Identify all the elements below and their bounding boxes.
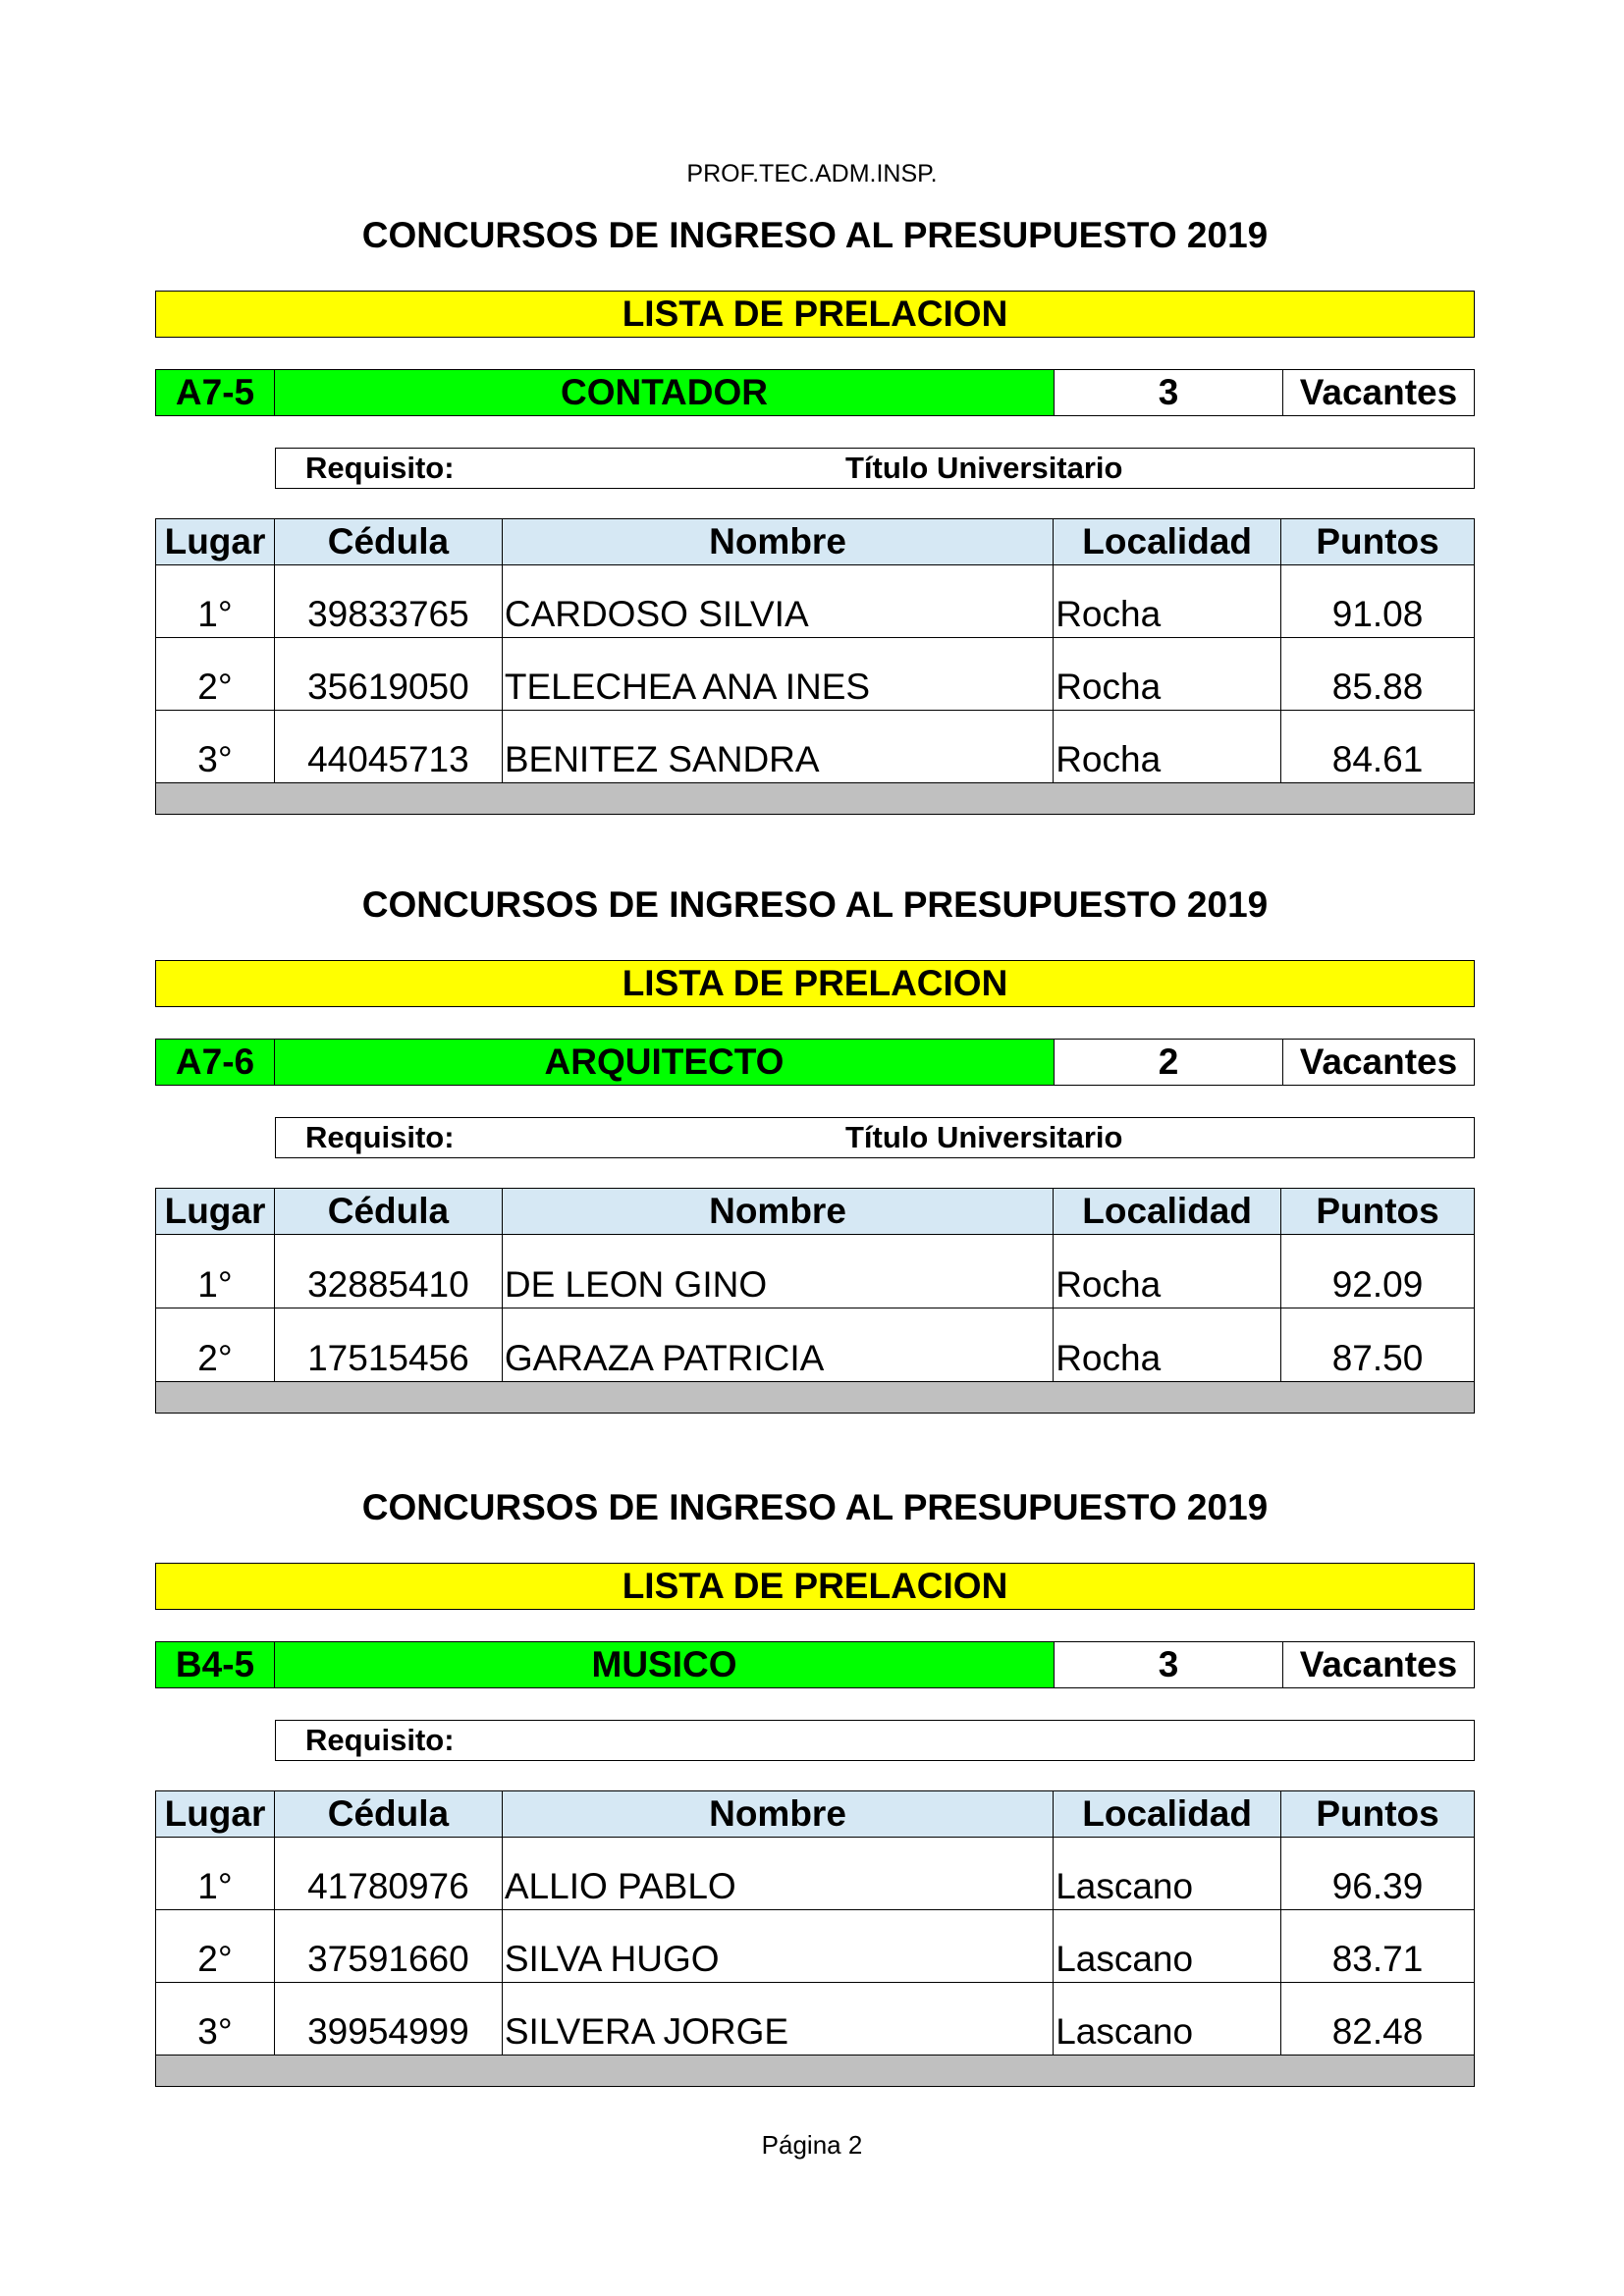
cell-nombre: BENITEZ SANDRA bbox=[502, 711, 1053, 783]
requirement-box bbox=[275, 1720, 1475, 1761]
cell-nombre: SILVA HUGO bbox=[502, 1910, 1053, 1983]
cell-nombre: ALLIO PABLO bbox=[502, 1838, 1053, 1910]
table-row bbox=[156, 638, 1475, 711]
vacancy-count: 3 bbox=[1054, 369, 1283, 416]
cell-localidad: Rocha bbox=[1054, 638, 1281, 711]
requirement-box bbox=[275, 1117, 1475, 1158]
page-number: Página 2 bbox=[761, 2130, 863, 2160]
cell-puntos: 96.39 bbox=[1281, 1838, 1475, 1910]
table-header-row bbox=[156, 519, 1475, 565]
cell-puntos: 83.71 bbox=[1281, 1910, 1475, 1983]
table-row bbox=[156, 1983, 1475, 2056]
cell-localidad: Lascano bbox=[1054, 1910, 1281, 1983]
cell-lugar: 3° bbox=[156, 711, 275, 783]
requirement-label: Requisito: bbox=[305, 1723, 455, 1757]
cell-localidad: Lascano bbox=[1054, 1983, 1281, 2056]
section-title: CONCURSOS DE INGRESO AL PRESUPUESTO 2019 bbox=[361, 1487, 1269, 1527]
cell-lugar: 1° bbox=[156, 1235, 275, 1308]
cell-puntos: 92.09 bbox=[1281, 1235, 1475, 1308]
requirement-value: Título Universitario bbox=[845, 451, 1123, 485]
col-puntos: Puntos bbox=[1281, 1189, 1475, 1235]
table-footer-bar bbox=[156, 1382, 1475, 1414]
table-footer-bar bbox=[156, 2056, 1475, 2087]
col-cedula: Cédula bbox=[274, 519, 502, 565]
col-cedula: Cédula bbox=[274, 1189, 502, 1235]
col-nombre: Nombre bbox=[502, 519, 1053, 565]
cell-nombre: DE LEON GINO bbox=[502, 1235, 1053, 1308]
cell-cedula: 44045713 bbox=[274, 711, 502, 783]
requirement-box bbox=[275, 448, 1475, 489]
cell-puntos: 82.48 bbox=[1281, 1983, 1475, 2056]
ranking-table bbox=[155, 518, 1475, 815]
col-nombre: Nombre bbox=[502, 1791, 1053, 1838]
position-title: ARQUITECTO bbox=[274, 1039, 1055, 1086]
table-header-row bbox=[156, 1189, 1475, 1235]
table-footer-bar bbox=[156, 783, 1475, 815]
col-cedula: Cédula bbox=[274, 1791, 502, 1838]
cell-puntos: 91.08 bbox=[1281, 565, 1475, 638]
col-nombre: Nombre bbox=[502, 1189, 1053, 1235]
col-localidad: Localidad bbox=[1054, 519, 1281, 565]
position-code: A7-6 bbox=[155, 1039, 275, 1086]
position-row bbox=[155, 369, 1475, 416]
vacancy-label: Vacantes bbox=[1282, 1039, 1475, 1086]
cell-lugar: 2° bbox=[156, 638, 275, 711]
cell-cedula: 37591660 bbox=[274, 1910, 502, 1983]
cell-cedula: 39833765 bbox=[274, 565, 502, 638]
table-row bbox=[156, 1308, 1475, 1382]
cell-cedula: 41780976 bbox=[274, 1838, 502, 1910]
cell-cedula: 39954999 bbox=[274, 1983, 502, 2056]
requirement-label: Requisito: bbox=[305, 1120, 455, 1154]
position-title: MUSICO bbox=[274, 1641, 1055, 1688]
cell-lugar: 3° bbox=[156, 1983, 275, 2056]
section-title: CONCURSOS DE INGRESO AL PRESUPUESTO 2019 bbox=[361, 215, 1269, 255]
col-localidad: Localidad bbox=[1054, 1791, 1281, 1838]
cell-localidad: Lascano bbox=[1054, 1838, 1281, 1910]
cell-localidad: Rocha bbox=[1054, 711, 1281, 783]
cell-puntos: 85.88 bbox=[1281, 638, 1475, 711]
cell-puntos: 87.50 bbox=[1281, 1308, 1475, 1382]
cell-puntos: 84.61 bbox=[1281, 711, 1475, 783]
cell-cedula: 32885410 bbox=[274, 1235, 502, 1308]
position-row bbox=[155, 1039, 1475, 1086]
table-row bbox=[156, 1838, 1475, 1910]
prelacion-banner: LISTA DE PRELACION bbox=[155, 291, 1475, 338]
table-row bbox=[156, 711, 1475, 783]
col-lugar: Lugar bbox=[156, 1791, 275, 1838]
cell-nombre: TELECHEA ANA INES bbox=[502, 638, 1053, 711]
requirement-value: Título Universitario bbox=[845, 1120, 1123, 1154]
position-code: B4-5 bbox=[155, 1641, 275, 1688]
vacancy-label: Vacantes bbox=[1282, 369, 1475, 416]
cell-cedula: 35619050 bbox=[274, 638, 502, 711]
cell-localidad: Rocha bbox=[1054, 565, 1281, 638]
ranking-table bbox=[155, 1790, 1475, 2087]
cell-nombre: GARAZA PATRICIA bbox=[502, 1308, 1053, 1382]
table-row bbox=[156, 565, 1475, 638]
cell-nombre: SILVERA JORGE bbox=[502, 1983, 1053, 2056]
prelacion-banner: LISTA DE PRELACION bbox=[155, 960, 1475, 1007]
vacancy-count: 3 bbox=[1054, 1641, 1283, 1688]
cell-lugar: 2° bbox=[156, 1910, 275, 1983]
requirement-label: Requisito: bbox=[305, 451, 455, 485]
cell-lugar: 2° bbox=[156, 1308, 275, 1382]
col-localidad: Localidad bbox=[1054, 1189, 1281, 1235]
table-row bbox=[156, 1235, 1475, 1308]
position-title: CONTADOR bbox=[274, 369, 1055, 416]
col-lugar: Lugar bbox=[156, 1189, 275, 1235]
ranking-table bbox=[155, 1188, 1475, 1414]
prelacion-banner: LISTA DE PRELACION bbox=[155, 1563, 1475, 1610]
col-puntos: Puntos bbox=[1281, 1791, 1475, 1838]
position-code: A7-5 bbox=[155, 369, 275, 416]
cell-nombre: CARDOSO SILVIA bbox=[502, 565, 1053, 638]
vacancy-count: 2 bbox=[1054, 1039, 1283, 1086]
section-title: CONCURSOS DE INGRESO AL PRESUPUESTO 2019 bbox=[361, 884, 1269, 925]
table-header-row bbox=[156, 1791, 1475, 1838]
cell-lugar: 1° bbox=[156, 1838, 275, 1910]
vacancy-label: Vacantes bbox=[1282, 1641, 1475, 1688]
col-puntos: Puntos bbox=[1281, 519, 1475, 565]
cell-localidad: Rocha bbox=[1054, 1308, 1281, 1382]
cell-localidad: Rocha bbox=[1054, 1235, 1281, 1308]
cell-lugar: 1° bbox=[156, 565, 275, 638]
table-row bbox=[156, 1910, 1475, 1983]
cell-cedula: 17515456 bbox=[274, 1308, 502, 1382]
position-row bbox=[155, 1641, 1475, 1688]
document-header: PROF.TEC.ADM.INSP. bbox=[686, 160, 938, 187]
col-lugar: Lugar bbox=[156, 519, 275, 565]
